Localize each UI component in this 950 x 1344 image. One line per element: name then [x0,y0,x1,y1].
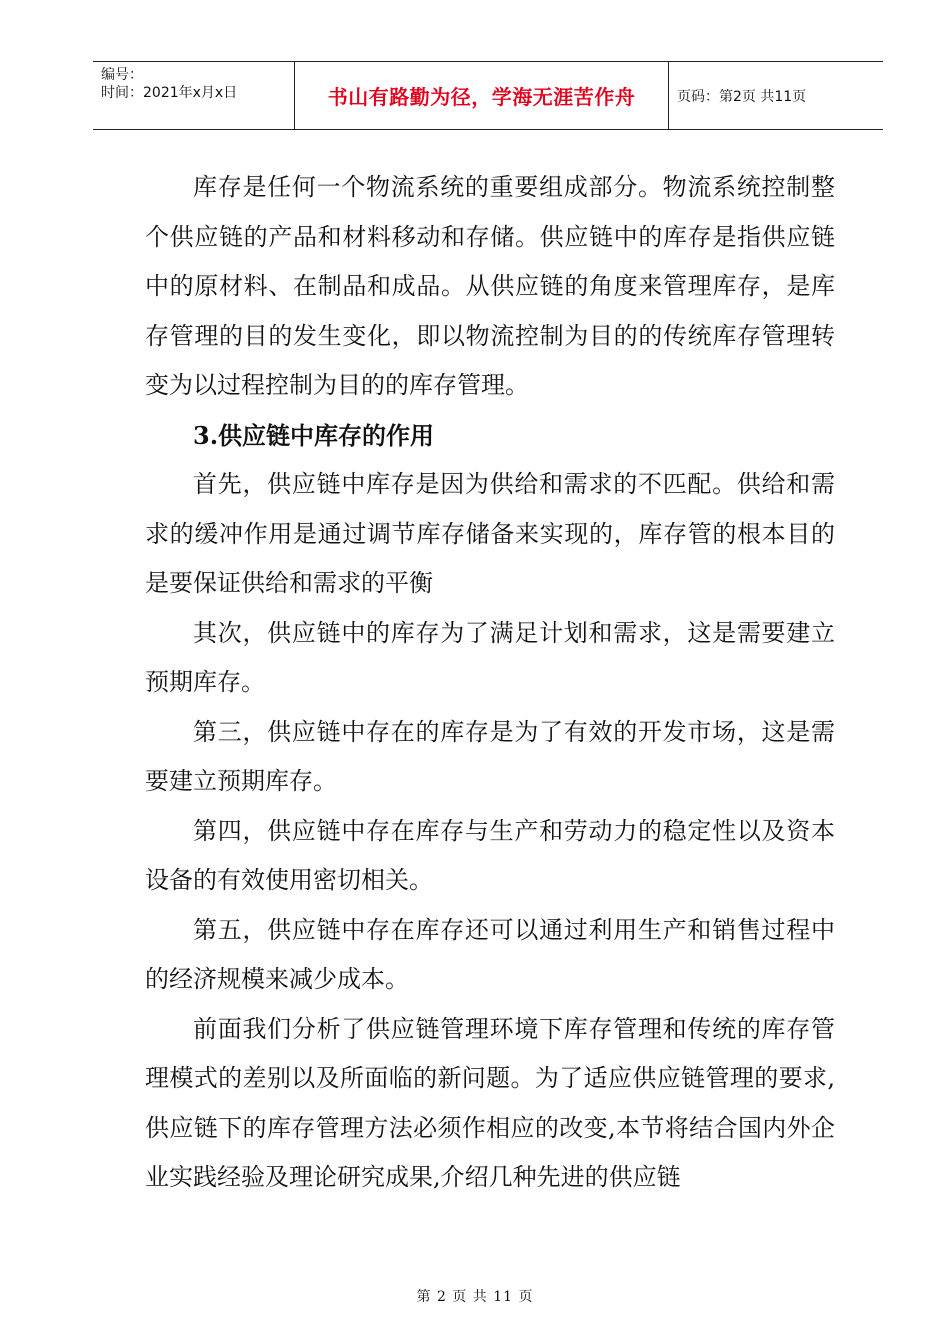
header-page-label: 页码：第2页 共11页 [677,88,807,105]
paragraph-summary: 前面我们分析了供应链管理环境下库存管理和传统的库存管理模式的差别以及所面临的新问题。为了适应供应链管理的要求,供应链下的库存管理方法必须作相应的改变,本节将结合国内外企业实践经验及理论研究成果,介绍几种先进的供应链 [145,1014,835,1191]
paragraph-first: 首先，供应链中库存是因为供给和需求的不匹配。供给和需求的缓冲作用是通过调节库存储备来实现的，库存管的根本目的是要保证供给和需求的平衡 [145,470,835,597]
header-motto: 书山有路勤为径，学海无涯苦作舟 [327,85,636,109]
paragraph-fourth: 第四，供应链中存在库存与生产和劳动力的稳定性以及资本设备的有效使用密切相关。 [145,816,835,894]
paragraph-second: 其次，供应链中的库存为了满足计划和需求，这是需要建立预期库存。 [145,618,835,696]
document-body [145,163,835,1203]
document-number-label: 编号： [101,67,143,83]
page-header [93,61,883,130]
document-time-label: 时间：2021年x月x日 [101,85,238,101]
paragraph-third: 第三，供应链中存在的库存是为了有效的开发市场，这是需要建立预期库存。 [145,717,835,795]
section-heading: 3.供应链中库存的作用 [193,420,435,450]
header-meta-cell [93,62,295,129]
paragraph-inventory-intro: 库存是任何一个物流系统的重要组成部分。物流系统控制整个供应链的产品和材料移动和存储。供应链中的库存是指供应链中的原材料、在制品和成品。从供应链的角度来管理库存，是库存管理的目的发生变化，即以物流控制为目的的传统库存管理转变为以过程控制为目的的库存管理。 [145,173,835,399]
header-page-cell [669,62,883,129]
paragraph-fifth: 第五，供应链中存在库存还可以通过利用生产和销售过程中的经济规模来减少成本。 [145,915,835,993]
page-footer: 第 2 页 共 11 页 [416,1289,534,1305]
header-motto-cell [295,62,669,129]
